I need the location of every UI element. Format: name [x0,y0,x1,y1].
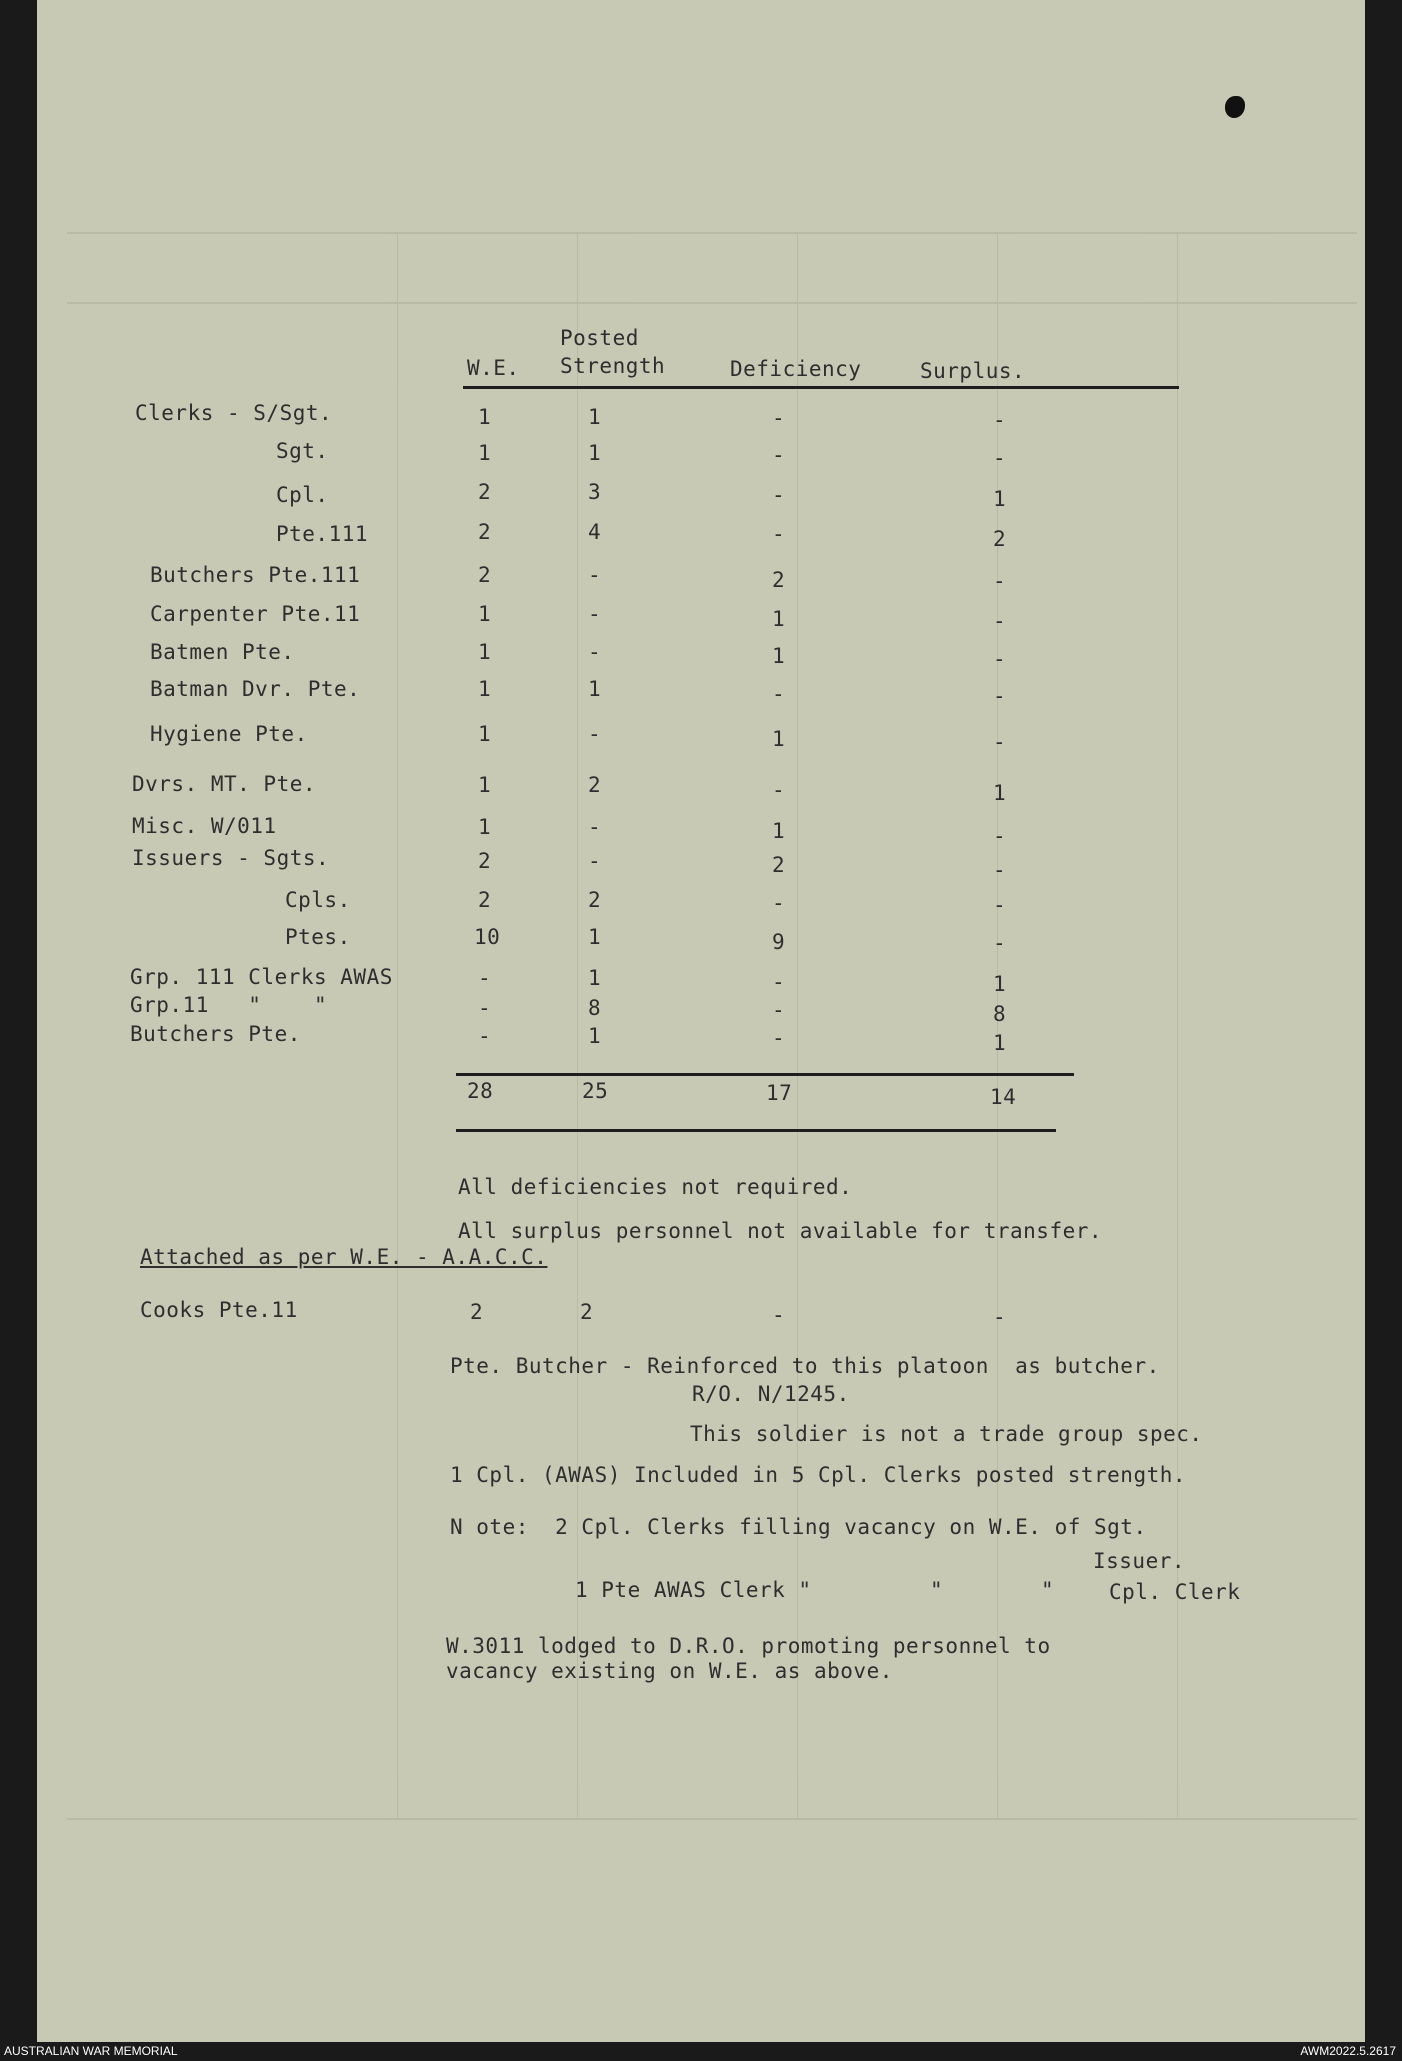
header-posted-line1: Posted [560,326,639,350]
remark-note-1: N ote: 2 Cpl. Clerks filling vacancy on W.E. of Sgt. [450,1515,1147,1539]
note-deficiencies: All deficiencies not required. [458,1175,853,1199]
surplus-cell: - [993,647,1007,671]
remark-w3011-2: vacancy existing on W.E. as above. [446,1659,893,1683]
remark-w3011-1: W.3011 lodged to D.R.O. promoting personnel to [446,1634,1051,1658]
note-surplus: All surplus personnel not available for transfer. [458,1219,1103,1243]
document-sheet [37,0,1365,2042]
posted-cell: - [588,602,602,626]
row-label: Grp. 111 Clerks AWAS [130,965,393,989]
deficiency-cell: - [772,682,786,706]
reverse-side-show-through [37,0,1365,2042]
attached-surplus: - [993,1305,1007,1329]
we-cell: 2 [478,849,492,873]
row-label: Carpenter Pte.11 [150,602,361,626]
row-label: Batmen Pte. [150,640,295,664]
deficiency-cell: - [772,970,786,994]
attached-heading: Attached as per W.E. - A.A.C.C. [140,1245,548,1269]
we-cell: - [478,966,492,990]
we-cell: 1 [478,441,492,465]
total-posted: 25 [582,1079,609,1103]
remark-note-3b: " [930,1578,944,1602]
we-cell: 1 [478,722,492,746]
surplus-cell: - [993,684,1007,708]
total-we: 28 [467,1079,494,1103]
deficiency-cell: 9 [772,930,786,954]
deficiency-cell: - [772,778,786,802]
posted-cell: - [588,563,602,587]
we-cell: 1 [478,677,492,701]
surplus-cell: 1 [993,1031,1007,1055]
attached-deficiency: - [772,1303,786,1327]
row-label: Hygiene Pte. [150,722,308,746]
deficiency-cell: 1 [772,727,786,751]
row-label: Misc. W/011 [132,814,277,838]
we-cell: 1 [478,602,492,626]
posted-cell: - [588,815,602,839]
row-label: Clerks - S/Sgt. [135,401,333,425]
row-label: Cpl. [276,483,329,507]
surplus-cell: - [993,730,1007,754]
posted-cell: - [588,640,602,664]
header-posted-line2: Strength [560,354,666,378]
footer-archive-name: AUSTRALIAN WAR MEMORIAL [4,2044,178,2058]
posted-cell: 3 [588,480,602,504]
surplus-cell: - [993,408,1007,432]
deficiency-cell: 2 [772,853,786,877]
footer-accession-number: AWM2022.5.2617 [1300,2044,1396,2058]
we-cell: - [478,996,492,1020]
posted-cell: - [588,722,602,746]
surplus-cell: - [993,858,1007,882]
surplus-cell: 1 [993,781,1007,805]
posted-cell: 1 [588,966,602,990]
attached-we: 2 [470,1300,484,1324]
we-cell: 1 [478,773,492,797]
posted-cell: 4 [588,520,602,544]
row-label: Grp.11 " " [130,993,328,1017]
posted-cell: 8 [588,996,602,1020]
we-cell: 2 [478,563,492,587]
total-deficiency: 17 [766,1081,793,1105]
surplus-cell: - [993,893,1007,917]
row-label: Butchers Pte.111 [150,563,361,587]
posted-cell: 1 [588,1024,602,1048]
we-cell: 2 [478,480,492,504]
remark-butcher-3: This soldier is not a trade group spec. [690,1422,1203,1446]
we-cell: 1 [478,405,492,429]
header-underline [463,386,1179,389]
remark-note-2: Issuer. [1093,1549,1186,1573]
row-label: Dvrs. MT. Pte. [132,772,317,796]
remark-note-3d: Cpl. Clerk [1109,1580,1241,1604]
header-surplus: Surplus. [920,359,1026,383]
we-cell: 1 [478,815,492,839]
surplus-cell: 1 [993,487,1007,511]
posted-cell: 1 [588,405,602,429]
we-cell: 10 [474,925,501,949]
posted-cell: 1 [588,441,602,465]
deficiency-cell: - [772,998,786,1022]
totals-bottom-rule [456,1129,1056,1132]
totals-top-rule [456,1073,1074,1076]
posted-cell: 2 [588,773,602,797]
attached-posted: 2 [580,1300,594,1324]
we-cell: 1 [478,640,492,664]
deficiency-cell: - [772,443,786,467]
remark-note-3a: 1 Pte AWAS Clerk " [575,1578,812,1602]
row-label: Butchers Pte. [130,1022,301,1046]
surplus-cell: - [993,931,1007,955]
row-label: Sgt. [276,439,329,463]
remark-note-3c: " [1041,1578,1055,1602]
row-label: Issuers - Sgts. [132,846,330,870]
surplus-cell: 2 [993,527,1007,551]
header-deficiency: Deficiency [730,357,862,381]
surplus-cell: - [993,824,1007,848]
deficiency-cell: - [772,522,786,546]
surplus-cell: - [993,609,1007,633]
deficiency-cell: - [772,483,786,507]
surplus-cell: 1 [993,972,1007,996]
row-label: Pte.111 [276,522,369,546]
deficiency-cell: 2 [772,568,786,592]
remark-butcher-2: R/O. N/1245. [692,1382,850,1406]
row-label: Batman Dvr. Pte. [150,677,361,701]
surplus-cell: - [993,569,1007,593]
deficiency-cell: 1 [772,644,786,668]
deficiency-cell: - [772,406,786,430]
we-cell: 2 [478,888,492,912]
header-we: W.E. [467,356,520,380]
deficiency-cell: - [772,1026,786,1050]
remark-awas-cpl: 1 Cpl. (AWAS) Included in 5 Cpl. Clerks posted strength. [450,1463,1187,1487]
posted-cell: 1 [588,677,602,701]
attached-label: Cooks Pte.11 [140,1298,298,1322]
surplus-cell: 8 [993,1002,1007,1026]
surplus-cell: - [993,446,1007,470]
posted-cell: 1 [588,925,602,949]
deficiency-cell: 1 [772,819,786,843]
deficiency-cell: 1 [772,607,786,631]
remark-butcher-1: Pte. Butcher - Reinforced to this platoon as butcher. [450,1354,1160,1378]
total-surplus: 14 [990,1085,1017,1109]
posted-cell: - [588,849,602,873]
deficiency-cell: - [772,891,786,915]
posted-cell: 2 [588,888,602,912]
we-cell: 2 [478,520,492,544]
we-cell: - [478,1024,492,1048]
row-label: Cpls. [285,888,351,912]
row-label: Ptes. [285,925,351,949]
